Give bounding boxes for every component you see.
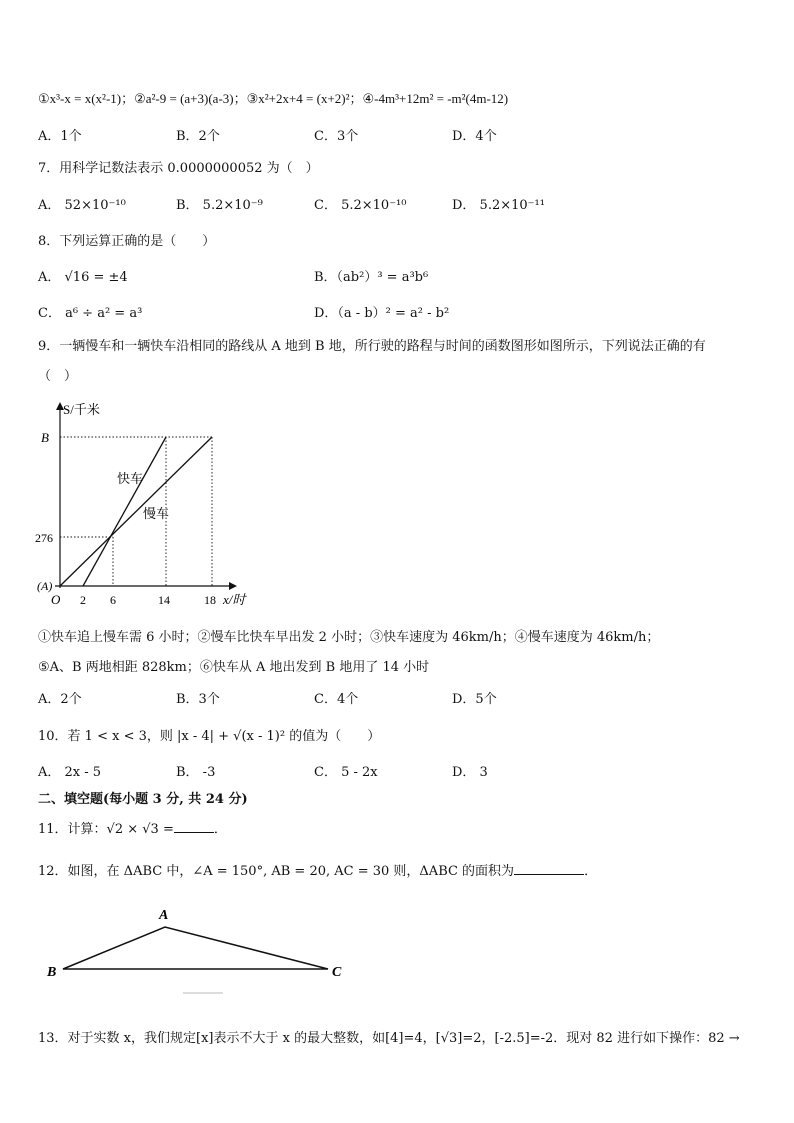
q6-text: ①x³-x = x(x²-1)；②a²-9 = (a+3)(a-3)；③x²+2x+4 = (x+2)²；④-4m³+12m² = -m²(4m-12) <box>38 91 509 106</box>
triangle-abc <box>63 927 328 969</box>
q7-option-b: B． 5.2×10⁻⁹ <box>176 198 263 213</box>
fast-car-label: 快车 <box>117 471 144 486</box>
q13-text: 13．对于实数 x，我们规定[x]表示不大于 x 的最大整数，如[4]=4，[√3]=2，[-2.5]=-2．现对 82 进行如下操作：82 → <box>38 1031 740 1046</box>
q12-stem: 12．如图，在 ΔABC 中，∠A = 150°, AB = 20, AC = 30 则，ΔABC 的面积为 <box>38 864 515 879</box>
q6-option-b: B．2个 <box>176 129 220 144</box>
x-axis-arrow <box>229 582 237 590</box>
x-tick-18: 18 <box>204 593 216 607</box>
origin-a-label: (A) <box>37 579 53 593</box>
q9-option-b: B．3个 <box>176 692 220 707</box>
q8-option-d: D．（a - b）² = a² - b² <box>314 306 450 321</box>
q7-option-d: D． 5.2×10⁻¹¹ <box>452 198 545 213</box>
q6-option-c: C．3个 <box>314 129 359 144</box>
q11-line: 11．计算：√2 × √3 = ． <box>38 822 227 837</box>
q9-stem-line2: （ ） <box>38 369 78 384</box>
q11-text: 11．计算：√2 × √3 = <box>38 822 174 837</box>
slow-car-label: 慢车 <box>143 506 170 521</box>
q9-option-c: C．4个 <box>314 692 359 707</box>
q8-option-a: A． √16 = ±4 <box>38 270 128 285</box>
q9-option-d: D．5个 <box>452 692 497 707</box>
q10-stem: 10．若 1 < x < 3，则 |x - 4| + √(x - 1)² 的值为（ ） <box>38 729 381 744</box>
x-tick-2: 2 <box>80 593 86 607</box>
vertex-a-label: A <box>159 908 169 923</box>
q9-option-a: A．2个 <box>38 692 82 707</box>
q11-answer-blank <box>174 820 214 833</box>
q6-option-d: D．4个 <box>452 129 497 144</box>
q8-stem: 8．下列运算正确的是（ ） <box>38 234 216 249</box>
vertex-b-label: B <box>47 965 57 980</box>
q12-line: 12．如图，在 ΔABC 中，∠A = 150°, AB = 20, AC = 30 则，ΔABC 的面积为 ． <box>38 864 598 879</box>
q7-option-a: A． 52×10⁻¹⁰ <box>38 198 126 213</box>
q10-option-c: C． 5 - 2x <box>314 765 378 780</box>
q12-triangle-figure <box>45 905 365 995</box>
y-276-label: 276 <box>35 531 53 545</box>
x-tick-14: 14 <box>158 593 170 607</box>
x-axis-label: x/时 <box>223 592 246 607</box>
slow-car-line <box>60 437 212 586</box>
q8-option-b: B．（ab²）³ = a³b⁶ <box>314 270 429 285</box>
origin-label: O <box>51 592 61 607</box>
section-2-heading: 二、填空题(每小题 3 分, 共 24 分) <box>38 792 248 807</box>
q10-option-a: A． 2x - 5 <box>38 765 102 780</box>
q9-statements-line2: ⑤A、B 两地相距 828km；⑥快车从 A 地出发到 B 地用了 14 小时 <box>38 660 430 675</box>
q10-option-b: B． -3 <box>176 765 216 780</box>
q9-stem-line1: 9．一辆慢车和一辆快车沿相同的路线从 A 地到 B 地，所行驶的路程与时间的函数图形如图所示，下列说法正确的有 <box>38 339 706 354</box>
q6-option-a: A．1个 <box>38 129 82 144</box>
b-label: B <box>41 430 49 445</box>
y-axis-label: S/千米 <box>63 402 100 417</box>
q8-option-c: C． a⁶ ÷ a² = a³ <box>38 306 143 321</box>
q9-statements-line1: ①快车追上慢车需 6 小时；②慢车比快车早出发 2 小时；③快车速度为 46km/h；④慢车速度为 46km/h； <box>38 630 660 645</box>
q9-distance-time-graph <box>35 400 265 610</box>
vertex-c-label: C <box>332 965 342 980</box>
q10-option-d: D． 3 <box>452 765 488 780</box>
q7-option-c: C． 5.2×10⁻¹⁰ <box>314 198 407 213</box>
x-tick-6: 6 <box>110 593 116 607</box>
q7-stem: 7．用科学记数法表示 0.0000000052 为（ ） <box>38 161 319 176</box>
q12-answer-blank <box>514 862 584 875</box>
